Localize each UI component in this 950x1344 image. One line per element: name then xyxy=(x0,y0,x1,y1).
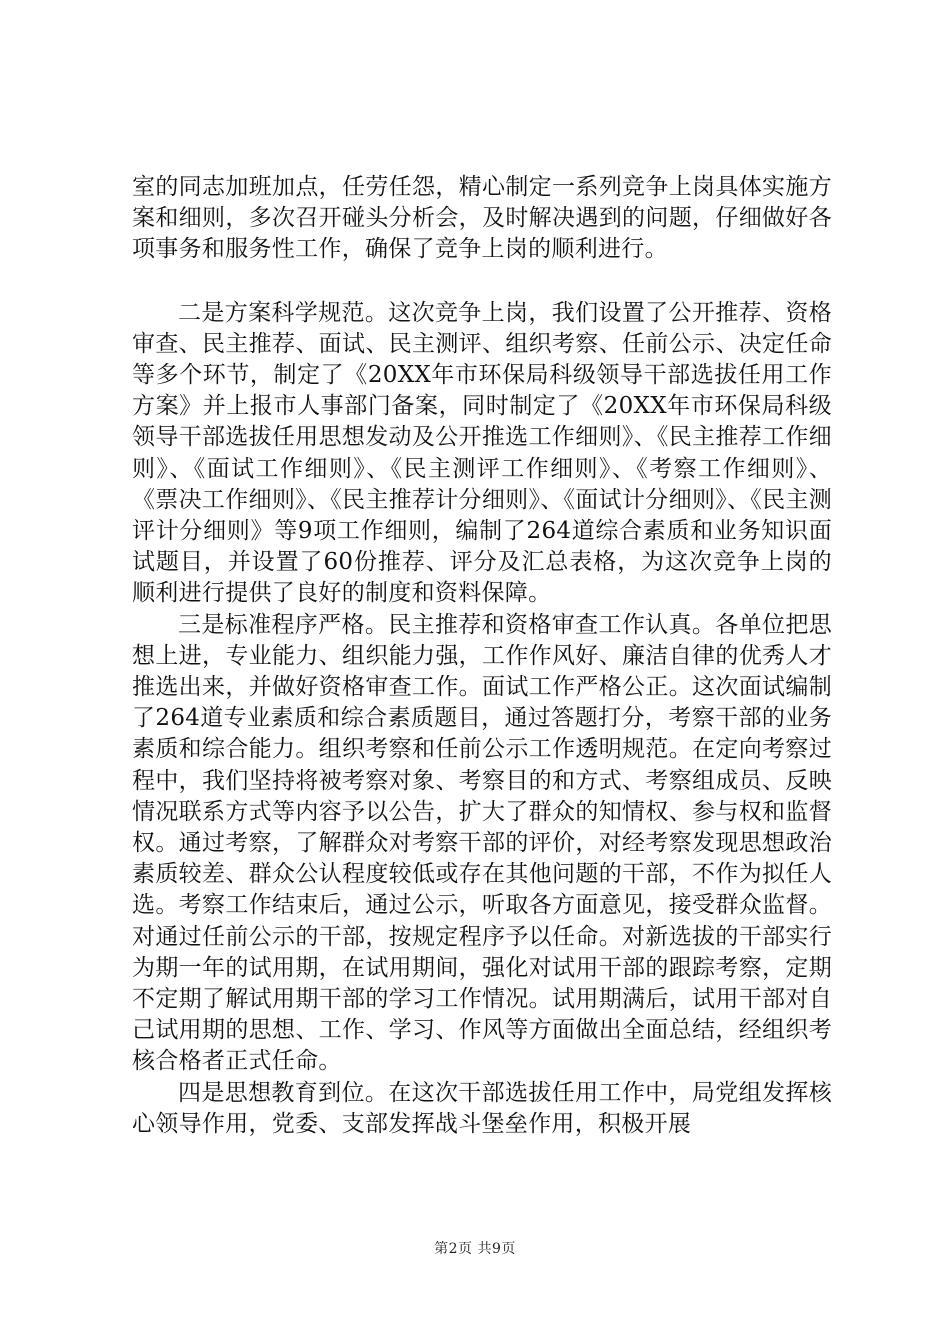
document-body xyxy=(132,172,832,1140)
paragraph-education: 四是思想教育到位。在这次干部选拔任用工作中，局党组发挥核心领导作用，党委、支部发挥战斗堡垒作用，积极开展 xyxy=(132,1079,832,1137)
paragraph-procedure-strict: 三是标准程序严格。民主推荐和资格审查工作认真。各单位把思想上进，专业能力、组织能力强，工作作风好、廉洁自律的优秀人才推选出来，并做好资格审查工作。面试工作严格公正。这次面试编制了264道专业素质和综合素质题目，通过答题打分，考察干部的业务素质和综合能力。组织考察和任前公示工作透明规范。在定向考察过程中，我们坚持将被考察对象、考察目的和方式、考察组成员、反映情况联系方式等内容予以公告，扩大了群众的知情权、参与权和监督权。通过考察，了解群众对考察干部的评价，对经考察发现思想政治素质较差、群众公认程度较低或存在其他问题的干部，不作为拟任人选。考察工作结束后，通过公示，听取各方面意见，接受群众监督。对通过任前公示的干部，按规定程序予以任命。对新选拔的干部实行为期一年的试用期，在试用期间，强化对试用干部的跟踪考察，定期不定期了解试用期干部的学习工作情况。试用期满后，试用干部对自己试用期的思想、工作、学习、作风等方面做出全面总结，经组织考核合格者正式任命。 xyxy=(132,611,832,1075)
page-footer: 第2页 共9页 xyxy=(434,1241,516,1257)
paragraph-continued: 室的同志加班加点，任劳任怨，精心制定一系列竞争上岗具体实施方案和细则，多次召开碰头分析会，及时解决遇到的问题，仔细做好各项事务和服务性工作，确保了竞争上岗的顺利进行。 xyxy=(132,174,832,263)
paragraph-plan-standard: 二是方案科学规范。这次竞争上岗，我们设置了公开推荐、资格审查、民主推荐、面试、民主测评、组织考察、任前公示、决定任命等多个环节，制定了《20XX年市环保局科级领导干部选拔任用工作方案》并上报市人事部门备案，同时制定了《20XX年市环保局科级领导干部选拔任用思想发动及公开推选工作细则》、《民主推荐工作细则》、《面试工作细则》、《民主测评工作细则》、《考察工作细则》、《票决工作细则》、《民主推荐计分细则》、《面试计分细则》、《民主测评计分细则》等9项工作细则，编制了264道综合素质和业务知识面试题目，并设置了60份推荐、评分及汇总表格，为这次竞争上岗的顺利进行提供了良好的制度和资料保障。 xyxy=(132,299,832,607)
paragraph-gap xyxy=(132,266,832,298)
